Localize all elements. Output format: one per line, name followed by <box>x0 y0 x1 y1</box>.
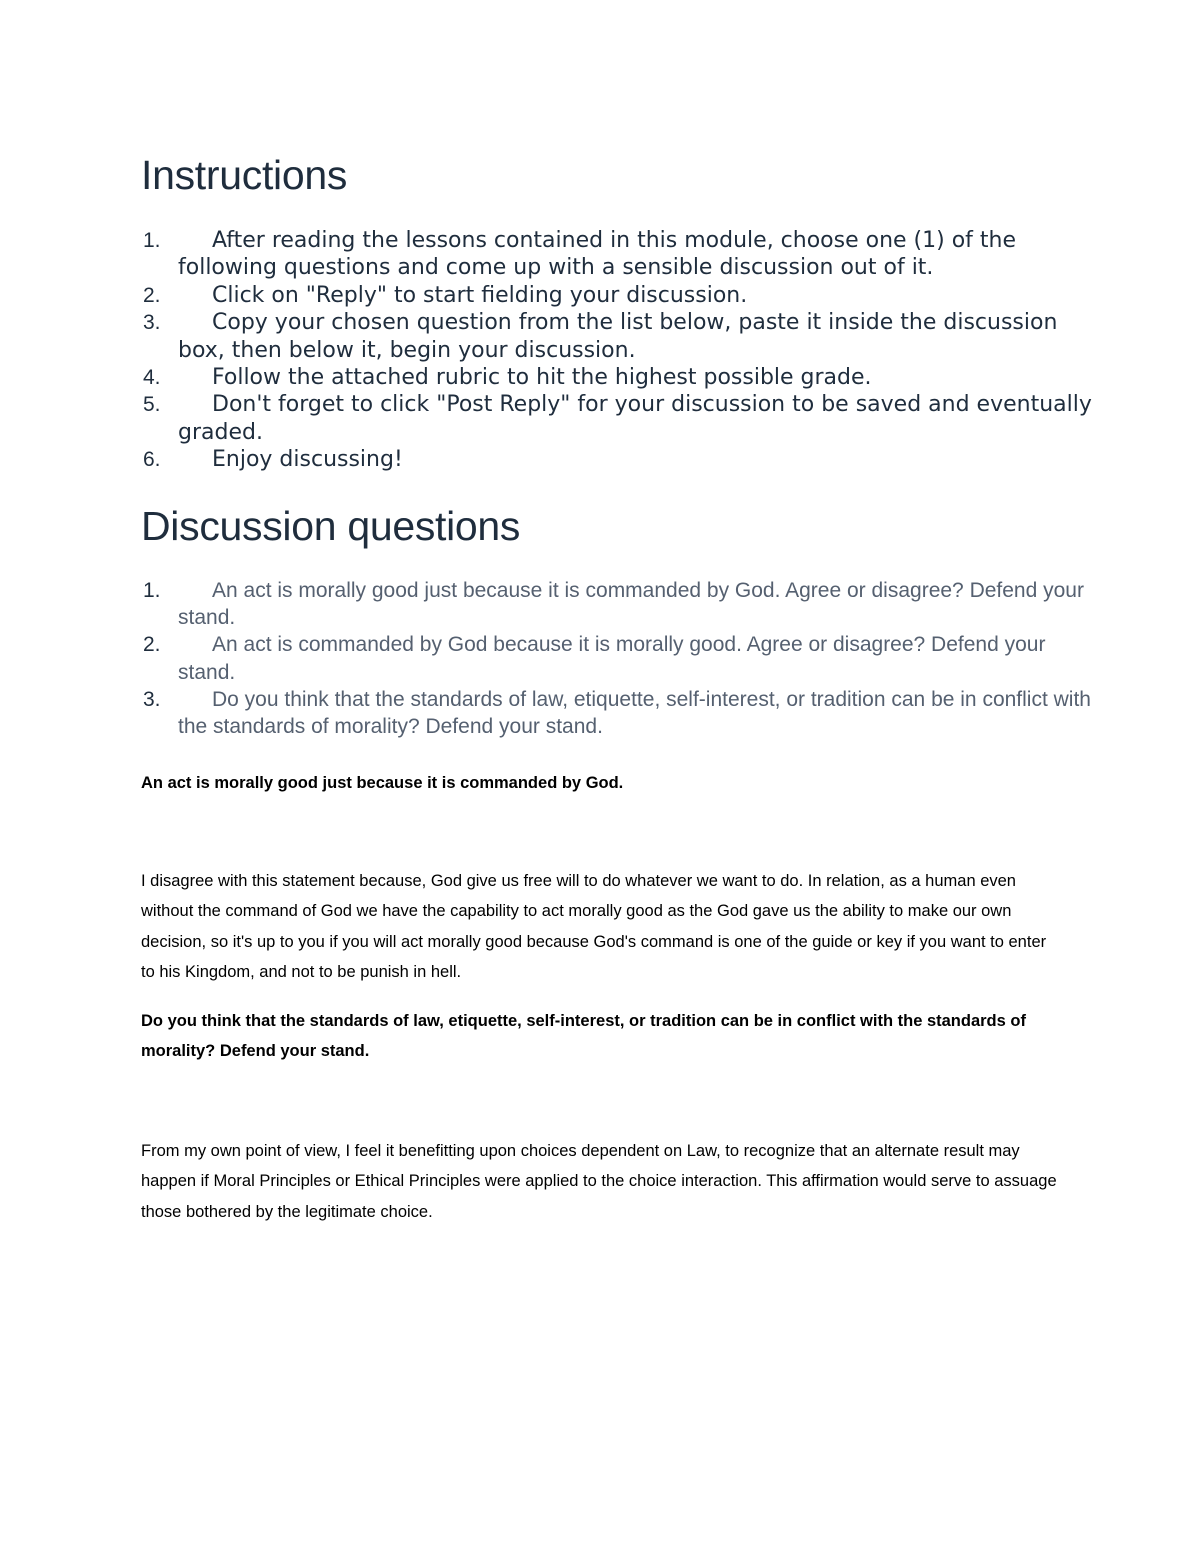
list-text: An act is commanded by God because it is morally good. Agree or disagree? Defend your stand. <box>178 633 1046 684</box>
list-text: Follow the attached rubric to hit the highest possible grade. <box>212 365 872 391</box>
answer-question-2: Do you think that the standards of law, etiquette, self-interest, or tradition can be in conflict with the standards of morality? Defend your stand. <box>141 1012 1026 1061</box>
instructions-list <box>141 227 1101 474</box>
list-number: 2. <box>143 283 161 307</box>
list-text: Do you think that the standards of law, etiquette, self-interest, or tradition can be in conflict with the standards of morality? Defend your stand. <box>178 687 1091 739</box>
answer-question-1: An act is morally good just because it is commanded by God. <box>141 774 624 792</box>
list-number: 5. <box>143 393 161 417</box>
list-text: An act is morally good just because it is commanded by God. Agree or disagree? Defend your stand. <box>178 579 1084 630</box>
list-item <box>141 577 1101 631</box>
list-text: Enjoy discussing! <box>212 447 403 473</box>
list-number: 1. <box>143 579 161 602</box>
instructions-heading: Instructions <box>141 152 348 198</box>
list-text: Copy your chosen question from the list below, paste it inside the discussion box, then below it, begin your discussion. <box>178 310 1058 363</box>
list-text: After reading the lessons contained in this module, choose one (1) of the following questions and come up with a sensible discussion out of it. <box>178 228 1017 281</box>
list-item <box>141 631 1101 685</box>
discussion-questions-heading: Discussion questions <box>141 503 521 549</box>
answer-paragraph-2: From my own point of view, I feel it benefitting upon choices dependent on Law, to recognize that an alternate result may happen if Moral Principles or Ethical Principles were applied to the choice interaction. This affirmation would serve to assuage those bothered by the legitimate choice. <box>141 1142 1057 1221</box>
list-number: 1. <box>143 229 161 252</box>
list-number: 6. <box>143 448 161 472</box>
list-item <box>141 364 1101 391</box>
list-item <box>141 446 1101 473</box>
list-text: Don't forget to click "Post Reply" for your discussion to be saved and eventually graded. <box>178 392 1092 445</box>
list-item <box>141 686 1101 740</box>
list-item <box>141 227 1101 282</box>
list-number: 3. <box>143 687 161 711</box>
answer-paragraph-1: I disagree with this statement because, God give us free will to do whatever we want to do. In relation, as a human even without the command of God we have the capability to act morally good as the God gave us the ability to make our own decision, so it's up to you if you will act morally good because God's command is one of the guide or key if you want to enter to his Kingdom, and not to be punish in hell. <box>141 872 1047 982</box>
list-number: 3. <box>143 311 161 335</box>
list-number: 4. <box>143 366 161 390</box>
list-item <box>141 282 1101 309</box>
discussion-questions-list <box>141 577 1101 740</box>
list-item <box>141 391 1101 446</box>
list-item <box>141 309 1101 364</box>
list-number: 2. <box>143 633 161 657</box>
list-text: Click on "Reply" to start fielding your discussion. <box>212 282 748 308</box>
